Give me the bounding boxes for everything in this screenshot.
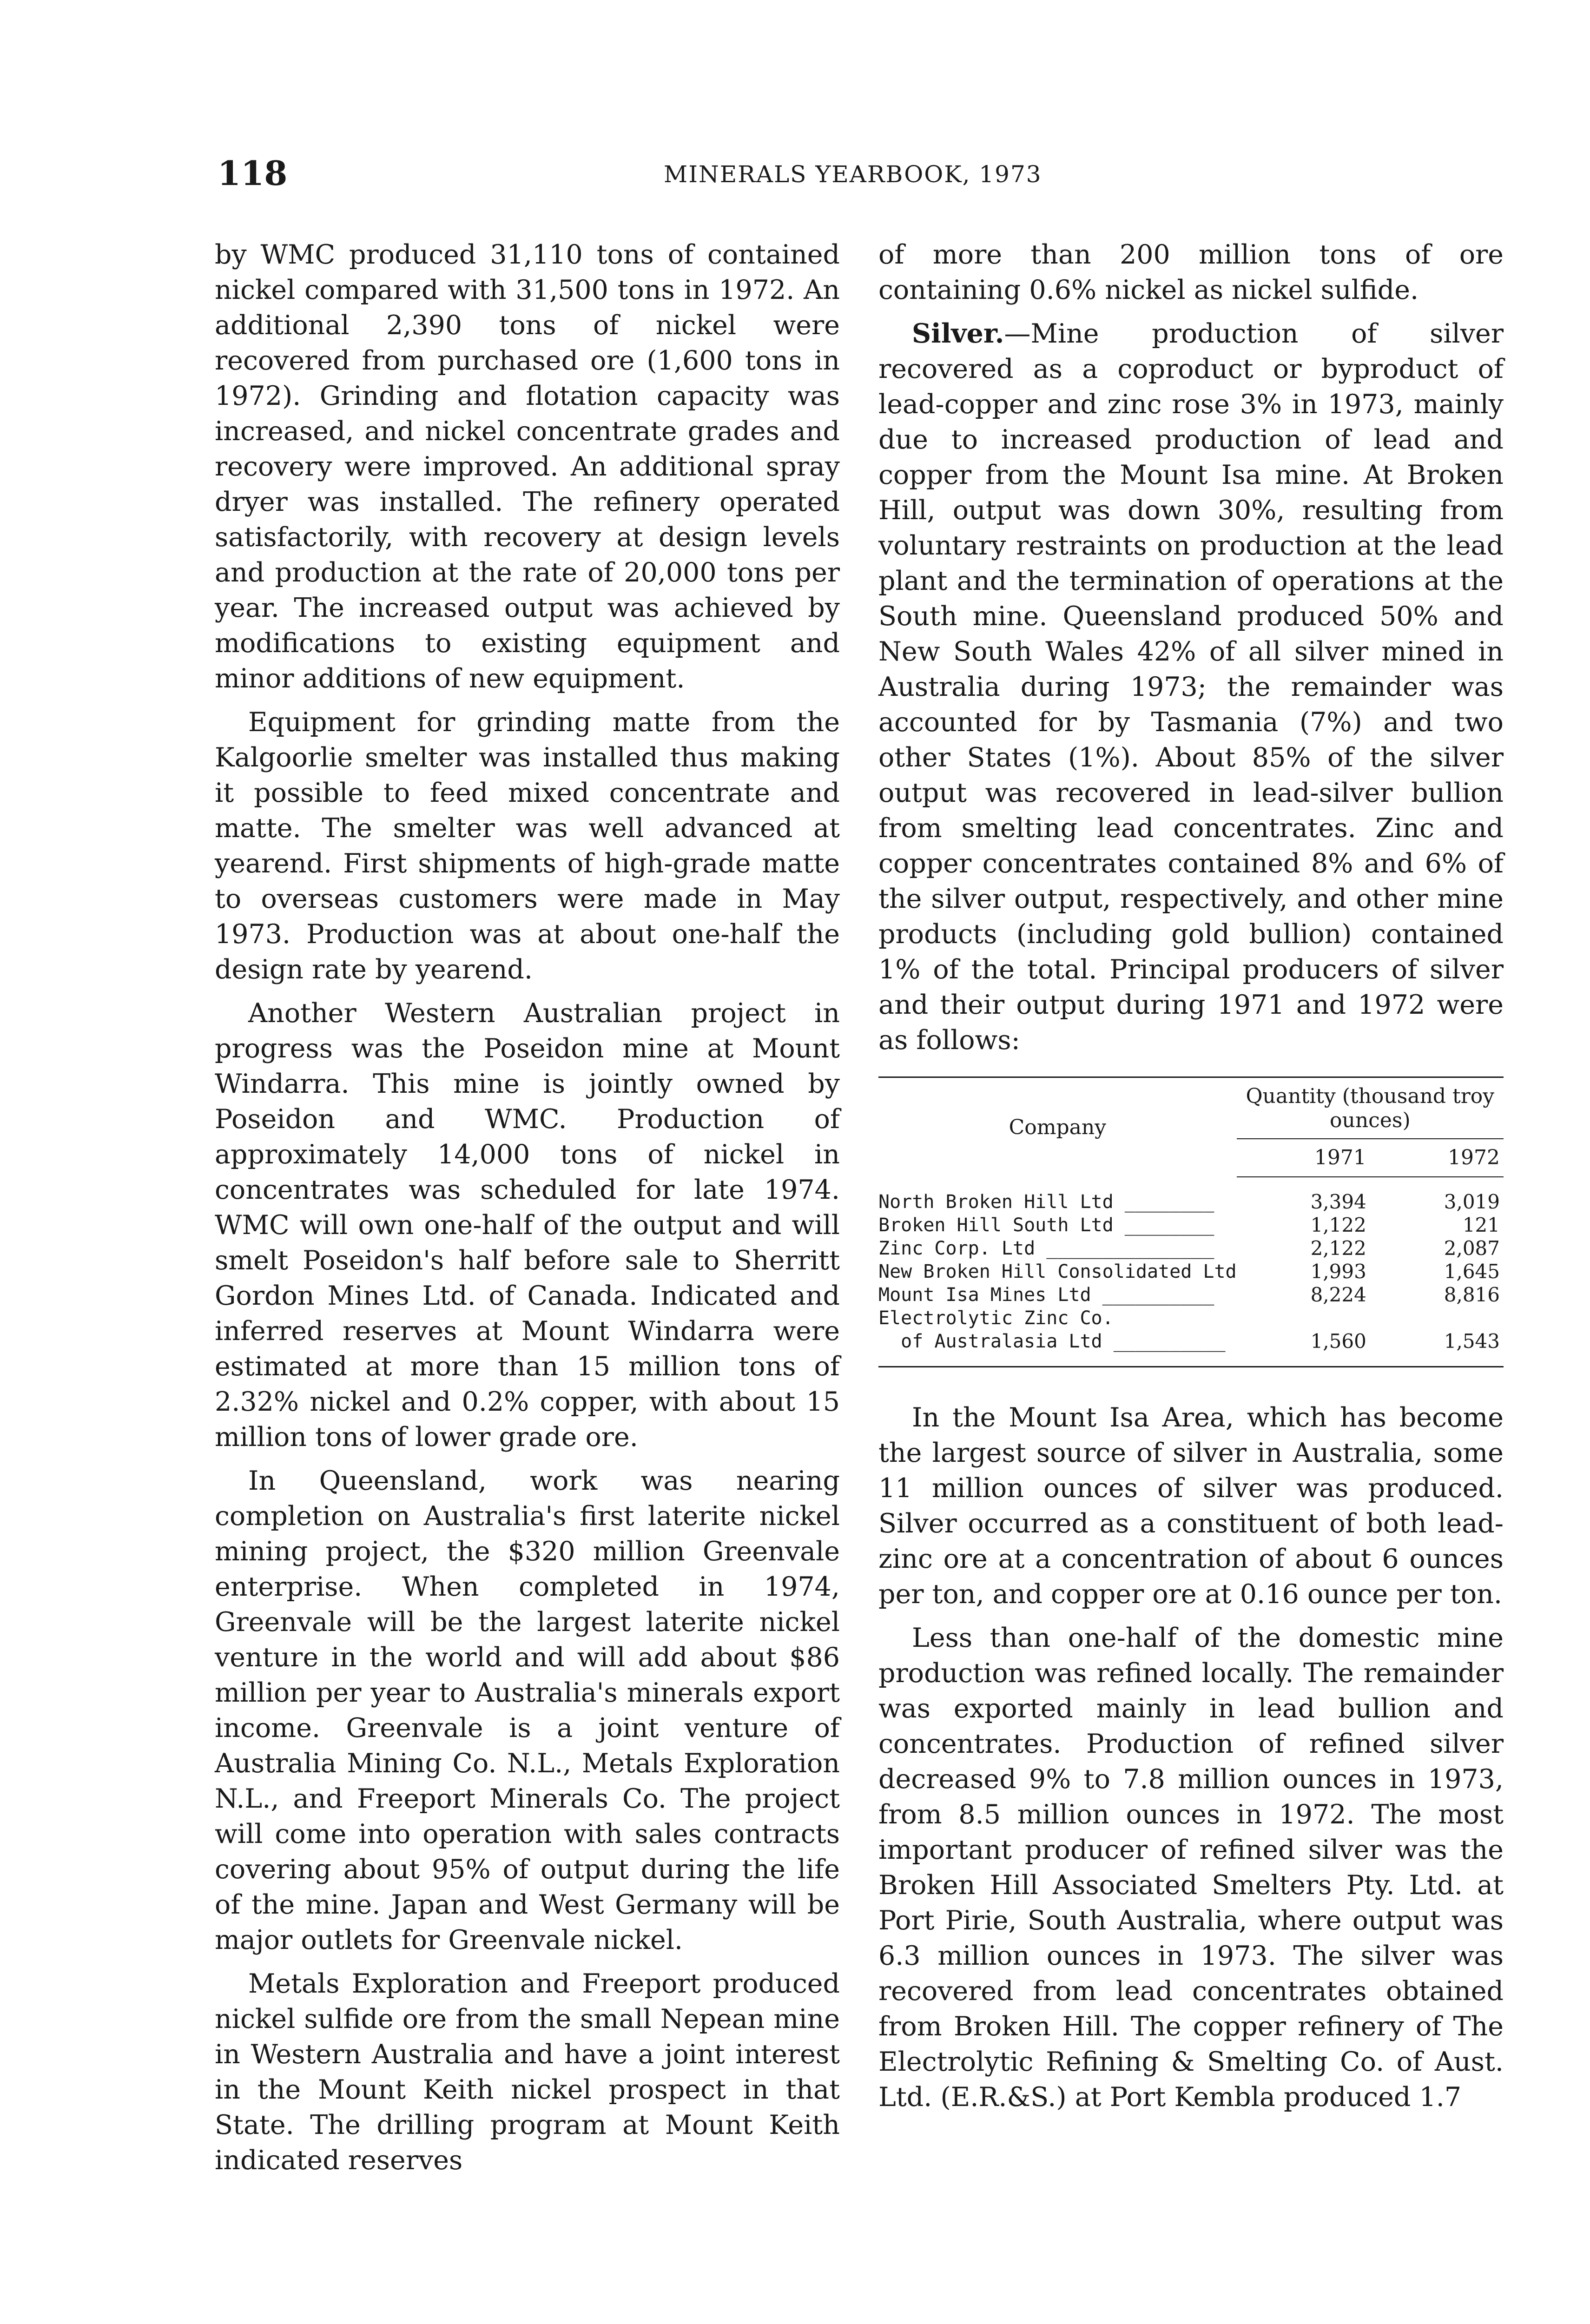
value-1971	[1237, 1307, 1370, 1330]
table-row	[878, 1177, 1504, 1214]
paragraph-poseidon-mine: Another Western Australian project in progress was the Poseidon mine at Mount Windarra. This mine is jointly owned by Poseidon and WMC. Production of approximately 14,000 tons of nickel in concentrates was scheduled for late 1974. WMC will own one-half of the output and will smelt Poseidon's half before sale to Sherritt Gordon Mines Ltd. of Canada. Indicated and inferred reserves at Mount Windarra were estimated at more than 15 million tons of 2.32% nickel and 0.2% copper, with about 15 million tons of lower grade ore.	[215, 998, 840, 1452]
value-1972: 8,816	[1444, 1283, 1500, 1306]
silver-producers-table	[878, 1076, 1504, 1367]
company-name: of Australasia Ltd __________	[878, 1331, 1226, 1352]
paragraph-wmc-nickel: by WMC produced 31,110 tons of contained nickel compared with 31,500 tons in 1972. An additional 2,390 tons of nickel were recovered from purchased ore (1,600 tons in 1972). Grinding and flotation capacity was increased, and nickel concentrate grades and recovery were improved. An additional spray dryer was installed. The refinery operated satisfactorily, with recovery at design levels and production at the rate of 20,000 tons per year. The increased output was achieved by modifications to existing equipment and minor additions of new equipment.	[215, 239, 840, 694]
value-1971: 1,122	[1310, 1214, 1366, 1236]
section-heading-silver: Silver.	[912, 318, 1004, 349]
paragraph-silver	[878, 316, 1504, 1058]
value-1971: 2,122	[1310, 1237, 1366, 1260]
company-name: Broken Hill South Ltd ________	[878, 1215, 1214, 1236]
table-row	[878, 1283, 1504, 1307]
company-name: Electrolytic Zinc Co.	[878, 1307, 1114, 1329]
value-1971: 8,224	[1310, 1283, 1366, 1306]
silver-text: —Mine production of silver recovered as a coproduct or byproduct of lead-copper and zinc rose 3% in 1973, mainly due to increased production of lead and copper from the Mount Isa mine. At Broken Hill, output was down 30%, resulting from voluntary restraints on production at the lead plant and the termination of operations at the South mine. Queensland produced 50% and New South Wales 42% of all silver mined in Australia during 1973; the remainder was accounted for by Tasmania (7%) and two other States (1%). About 85% of the silver output was recovered in lead-silver bullion from smelting lead concentrates. Zinc and copper concentrates contained 8% and 6% of the silver output, respectively, and other mine products (including gold bullion) contained 1% of the total. Principal producers of silver and their output during 1971 and 1972 were as follows:	[878, 318, 1504, 1056]
value-1971: 1,993	[1310, 1260, 1366, 1283]
table-row	[878, 1237, 1504, 1260]
value-1971: 3,394	[1310, 1190, 1366, 1213]
value-1972: 121	[1462, 1214, 1500, 1236]
company-name: Mount Isa Mines Ltd __________	[878, 1284, 1214, 1306]
company-name: North Broken Hill Ltd ________	[878, 1191, 1214, 1213]
company-column-header: Company	[1009, 1115, 1107, 1139]
value-1972	[1370, 1307, 1504, 1330]
paragraph-mount-isa-area: In the Mount Isa Area, which has become the largest source of silver in Australia, some 11 million ounces of silver was produced. Silver occurred as a constituent of both lead-zinc ore at a concentration of about 6 ounces per ton, and copper ore at 0.16 ounce per ton.	[878, 1402, 1504, 1610]
running-head: MINERALS YEARBOOK, 1973	[664, 161, 1042, 188]
table-row	[878, 1330, 1504, 1367]
value-1972: 1,645	[1444, 1260, 1500, 1283]
paragraph-refined-silver: Less than one-half of the domestic mine production was refined locally. The remainder was exported mainly in lead bullion and concentrates. Production of refined silver decreased 9% to 7.8 million ounces in 1973, from 8.5 million ounces in 1972. The most important producer of refined silver was the Broken Hill Associated Smelters Pty. Ltd. at Port Pirie, South Australia, where output was 6.3 million ounces in 1973. The silver was recovered from lead concentrates obtained from Broken Hill. The copper refinery of The Electrolytic Refining & Smelting Co. of Aust. Ltd. (E.R.&S.) at Port Kembla produced 1.7	[878, 1623, 1504, 2113]
paragraph-mount-keith: Metals Exploration and Freeport produced nickel sulfide ore from the small Nepean mine in Western Australia and have a joint interest in the Mount Keith nickel prospect in that State. The drilling program at Mount Keith indicated reserves	[215, 1968, 840, 2176]
page-number: 118	[218, 153, 288, 193]
paragraph-kalgoorlie-smelter: Equipment for grinding matte from the Kalgoorlie smelter was installed thus making it possible to feed mixed concentrate and matte. The smelter was well advanced at yearend. First shipments of high-grade matte to overseas customers were made in May 1973. Production was at about one-half the design rate by yearend.	[215, 707, 840, 985]
value-1972: 1,543	[1444, 1330, 1500, 1353]
company-name: New Broken Hill Consolidated Ltd	[878, 1261, 1237, 1282]
value-1971: 1,560	[1310, 1330, 1366, 1353]
company-name: Zinc Corp. Ltd _______________	[878, 1238, 1214, 1259]
page-header	[218, 153, 1519, 200]
year-header-1971: 1971	[1237, 1139, 1370, 1177]
value-1972: 2,087	[1444, 1237, 1500, 1260]
value-1972: 3,019	[1444, 1190, 1500, 1213]
table-row	[878, 1307, 1504, 1330]
quantity-column-header: Quantity (thousand troy ounces)	[1237, 1077, 1504, 1139]
year-header-1972: 1972	[1370, 1139, 1504, 1177]
left-column	[215, 237, 840, 2186]
paragraph-greenvale: In Queensland, work was nearing completion on Australia's first laterite nickel mining project, the $320 million Greenvale enterprise. When completed in 1974, Greenvale will be the largest laterite nickel venture in the world and will add about $86 million per year to Australia's minerals export income. Greenvale is a joint venture of Australia Mining Co. N.L., Metals Exploration N.L., and Freeport Minerals Co. The project will come into operation with sales contracts covering about 95% of output during the life of the mine. Japan and West Germany will be major outlets for Greenvale nickel.	[215, 1466, 840, 1955]
table-row	[878, 1260, 1504, 1283]
right-column	[878, 237, 1504, 2123]
table-row	[878, 1214, 1504, 1237]
paragraph-nickel-sulfide: of more than 200 million tons of ore containing 0.6% nickel as nickel sulfide.	[878, 239, 1504, 305]
